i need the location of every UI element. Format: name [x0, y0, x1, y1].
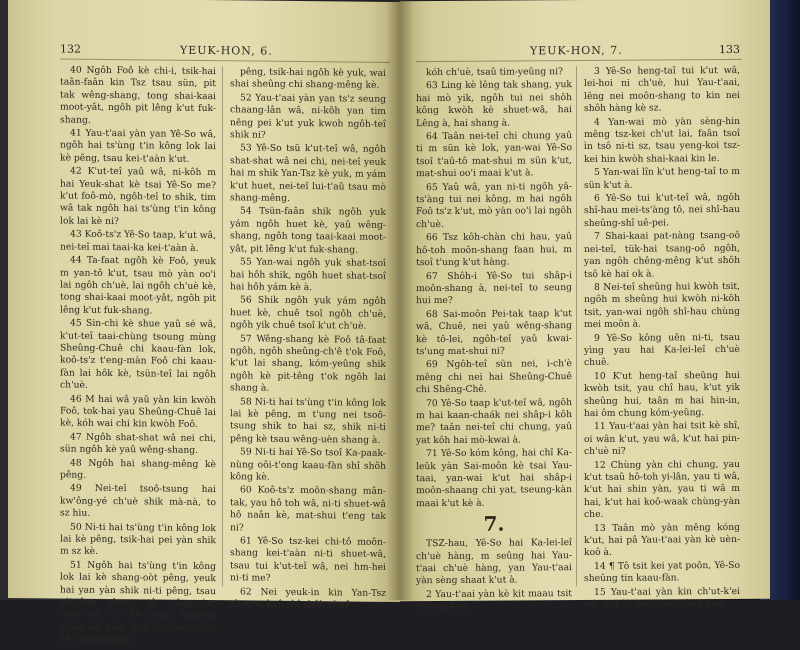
verse: 44 Ta-faat ngôh kè Foô, yeuk m yan-tô k'ut, tsau mò yàn oo'i lai ngôh ch'uè, lai ngôh ch'uè kè, tong shai-kaai moot-yât, ngôh pit lêng k'ut fuk-shang.	[60, 254, 216, 317]
verse: 6 Yê-So tui k'ut-teî wâ, ngôh shî-hau mei-ts'àng tô, nei shî-hau sheûng-shî uê-pei.	[584, 191, 740, 229]
right-column-rule	[576, 66, 577, 586]
verse: 70 Yê-So taap k'ut-teî wâ, ngôh m hai kaan-chaák nei shâp-i kôh me? taân nei-teî chi chung, yaû yat kôh hai mò-kwai à.	[416, 396, 572, 446]
verse: 65 Yaû wâ, yan ni-ti ngôh yâ-ts'àng tui nei kông, m hai ngôh Foô ts'z k'ut, mò yàn oo'i lai ngôh ch'uè.	[416, 180, 572, 231]
verse: 49 Nei-teî tsoô-tsung hai kw'ông-yé ch'uè shik mà-nà, to sz hiu.	[60, 483, 216, 520]
verse: 4 Yan-wai mò yàn sèng-hin mêng tsz-kei ch'ut lai, faân tsoî ìn tsô ni-ti sz, tsau yeng-koi tsz-kei hin kwòh shai-kaai kin le.	[584, 115, 740, 165]
verse: kóh ch'uè, tsaû tim-yeûng ni?	[426, 66, 563, 79]
verse: 66 Tsz kôh-chàn chi hau, yaû hô-toh moôn-shang faan hui, m tsoî t'ung k'ut hàng.	[416, 231, 572, 269]
verse: 3 Yê-So heng-taî tui k'ut wâ, lei-hoi ni ch'uè, hui Yau-t'aai, lêng nei moôn-shang to kin nei shôh hàng kè sz.	[584, 64, 740, 115]
verse	[584, 611, 740, 612]
verse: 7 Shai-kaai pat-nàng tsang-oô nei-teî, tük-hai tsang-oô ngôh, yan ngôh chêng-mêng k'ut shôh tsô kè hai ok à.	[584, 230, 740, 280]
verse: 43 Koô-ts'z Yê-So taap, k'ut wâ, nei-teî mai taai-ka kei-t'aàn à.	[60, 228, 216, 254]
verse: 69 Ngôh-teî sün nei, i-ch'è mêng chi nei hai Sheûng-Chuê chi Shêng-Chê.	[416, 358, 572, 396]
right-column-2	[584, 64, 740, 611]
left-column-1	[60, 64, 216, 646]
verse: 56 Shik ngôh yuk yám ngôh huet kè, chuê tsoî ngôh ch'uè, ngôh yik chuê tsoî k'ut ch'uè.	[230, 294, 386, 332]
verse: 11 Yau-t'aai yàn hai tsit kè shî, oi wân k'ut, yau wâ, k'ut hai pin-ch'uè ni?	[584, 420, 740, 458]
verse: 12 Chùng yàn chi chung, yau k'ut tsaû hô-toh yi-lân, yau ti wâ, k'ut hai shin yàn, yau ti wâ m hai, k'ut hai koô-waak chùng-yàn che.	[584, 458, 740, 521]
left-running-title: YEUK-HON, 6.	[180, 43, 273, 58]
verse: 47 Ngôh shat-shat wâ nei chi, sün ngôh kè yaû wêng-shang.	[60, 431, 216, 457]
right-column-1	[416, 66, 572, 613]
verse: 10 K'ut heng-taî sheûng hui kwòh tsit, yau chî hau, k'ut yik sheûng hui, taân m hai hin-in, hai ôm chung kóm-yeûng.	[584, 369, 740, 419]
verse: pêng, tsik-hai ngôh kè yuk, wai shai sheûng chi shang-mêng kè.	[230, 66, 386, 92]
verse: 59 Ni-ti hai Yê-So tsoî Ka-paak-nùng oôi-t'ong kaau-fàn shî shôh kông kè.	[230, 446, 386, 483]
verse: 45 Sin-chi kè shue yaû sé wâ, k'ut-teî taai-chùng tsoung mùng Sheûng-Chuê chi kaau-fàn lok, koô-ts'z t'eng-màn Foô chi kaau-fàn lai hôk kè, tsün-teî lai ngôh ch'uè.	[60, 317, 216, 391]
verse: 5 Yan-wai lîn k'ut heng-taî to m sün k'ut à.	[584, 166, 740, 191]
verse: 52 Yau-t'aai yàn yan ts'z seung chaang-lân wâ, ni-kôh yan tim nêng pei k'ut yuk kwoh ngôh-teî shik ni?	[230, 92, 386, 141]
verse	[584, 611, 740, 612]
verse: 58 Ni-ti hai ts'ùng t'in kông lok lai kè pêng, m t'ung nei tsoô-tsung shik to hai sz, shik ni-ti pêng kè tsau wêng-uèn shang à.	[230, 395, 386, 446]
right-running-title: YEUK-HON, 7.	[530, 43, 623, 58]
verse: 46 M hai wâ yaû yàn kin kwòh Foô, tok-hai yau Sheûng-Chuê lai kè, kóh wai chi kin kwòh Foô.	[60, 393, 216, 431]
verse: 62 Nei yeuk-in kin Yan-Tsz sheung kaû shî shôh chuê	[230, 586, 386, 611]
right-page	[400, 0, 770, 613]
verse: 71 Yê-So kóm kông, hai chî Ka-leûk yàn Sai-moôn kè tsai Yau-taai, yan-wai k'ut hai shâp-i moôn-shaang chi yat, tseung-kàn maai k'ut kè à.	[416, 447, 572, 509]
verse: 68 Sai-moôn Pei-tak taap k'ut wâ, Chuê, nei yaû wêng-shang kè tô-lei, ngôh-teî yaû kwai-ts'ung mat-shui ni?	[416, 307, 572, 358]
verse: 9 Yê-So kông uên ni-ti, tsau yìng yau hai Ka-lei-leî ch'uè chuê.	[584, 331, 740, 369]
book-gutter	[386, 0, 414, 600]
verse: 51 Ngôh hai ts'ùng t'in kông lok lai kè shang-oòt pêng, yeuk hai yan yàn shik ni-ti pêng, tsau pit-têng shang tô wêng-uèn, ngôh sò ts'z kè pêng, tsik-hai ngôh kè yuk, wai ts'z shai-kaai kè shang-mêng.	[60, 559, 216, 646]
left-page-number: 132	[60, 42, 81, 56]
verse: 2 Yau-t'aai yàn kè kit maau tsit tsaung-kàn.	[416, 587, 572, 613]
verse: TSZ-hau, Yê-So hai Ka-lei-leî ch'uè hàng, m seûng hai Yau-t'aai ch'uè hàng, yan Yau-t'aai yàn sèng shaat k'ut à.	[416, 537, 572, 587]
verse: 14 ¶ Tô tsit kei yat poôn, Yê-So sheûng tin kaau-fàn.	[584, 559, 740, 585]
verse: 15 Yau-t'aai yàn kin ch'ut-k'ei wâ, ni-kôh yan mei-ts'àng hôk	[584, 585, 740, 611]
verse: 42 K'ut-teî yaû wâ, ni-kôh m hai Yeuk-shat kè tsai Yê-So me? k'ut foô-mò, ngôh-teî to shik, tim wâ tak ngôh hai ts'ùng t'in kông lok lai kè ni?	[60, 165, 216, 227]
verse: 57 Wêng-shang kè Foô tâ-faat ngôh, ngôh sheûng-ch'ê t'ok Foô, k'ut lai shang, kóm-yeûng shik ngôh kè pit-têng t'ok ngôh lai shang à.	[230, 332, 386, 394]
verse: 50 Ni-ti hai ts'ùng t'in kông lok lai kè pêng, tsik-hai pei yàn shik m sz kè.	[60, 521, 216, 558]
verse: 8 Nei-teî sheûng hui kwòh tsit, ngôh m sheûng hui kwòh ni-kôh tsit, yan-wai ngôh shî-hau chùng mei moôn à.	[584, 280, 740, 331]
verse: 41 Yau-t'aai yàn yan Yê-So wâ, ngôh hai ts'ùng t'in kông lok lai kè pêng, tsau kei-t'aàn k'ut.	[60, 127, 216, 165]
verse: 63 Ling kè lêng tak shang, yuk hai mò yik, ngôh tui nei shôh kông kwòh kè shuet-wâ, hai Lêng à, hai shang à.	[416, 79, 572, 129]
verse: 53 Yê-So tsü k'ut-teî wâ, ngôh shat-shat wâ nei chi, nei-teî yeuk hai m shik Yan-Tsz kè yuk, m yám k'ut huet, nei-teî lui-t'aû tsau mò shang-mêng.	[230, 142, 386, 204]
verse: 54 Tsün-faân shik ngôh yuk yám ngôh huet kè, yaû wêng-shang, ngôh tong taai-kaai moot-yât, pit lêng k'ut fuk-shang.	[230, 205, 386, 256]
right-page-number: 133	[719, 42, 740, 57]
verse: 61 Yê-So tsz-kei chi-tô moôn-shang kei-t'aàn ni-ti shuet-wâ, tsau tui k'ut-teî wâ, nei hm-hei ni-ti me?	[230, 535, 386, 584]
verse: 64 Taân nei-teî chi chung yaû ti m sün kè lok, yan-wai Yê-So tsoî t'aû-tô mat-shui m sün k'ut, mat-shui oo'i maai k'ut à.	[416, 130, 572, 180]
left-page	[8, 0, 400, 646]
verse: 13 Taân mò yàn mêng kóng k'ut, hai pâ Yau-t'aai yàn kè uèn-koô à.	[584, 521, 740, 559]
left-column-2	[230, 66, 386, 611]
left-column-rule	[222, 66, 223, 586]
verse: 40 Ngôh Foô kè chi-i, tsik-hai taân-faân kin Tsz tsau sün, pit tak wêng-shang, tong shai-kaai moot-yât, ngôh pit lêng k'ut fuk-shang.	[60, 64, 216, 126]
verse: 48 Ngôh hai shang-mêng kè pêng.	[60, 457, 216, 481]
verse: 67 Shôh-i Yê-So tui shâp-i moôn-shang à, nei-teî to seung hui me?	[416, 269, 572, 307]
chapter-number: 7.	[483, 511, 505, 536]
verse: 55 Yan-wai ngôh yuk shat-tsoî hai hôh shik, ngôh huet shat-tsoî hai hôh yám kè à.	[230, 256, 386, 294]
verse: 60 Koô-ts'z moôn-shang mân-tak, yau hô toh wâ, ni-ti shuet-wâ hô naân kè, mat-shui t'eng tak ni?	[230, 484, 386, 534]
